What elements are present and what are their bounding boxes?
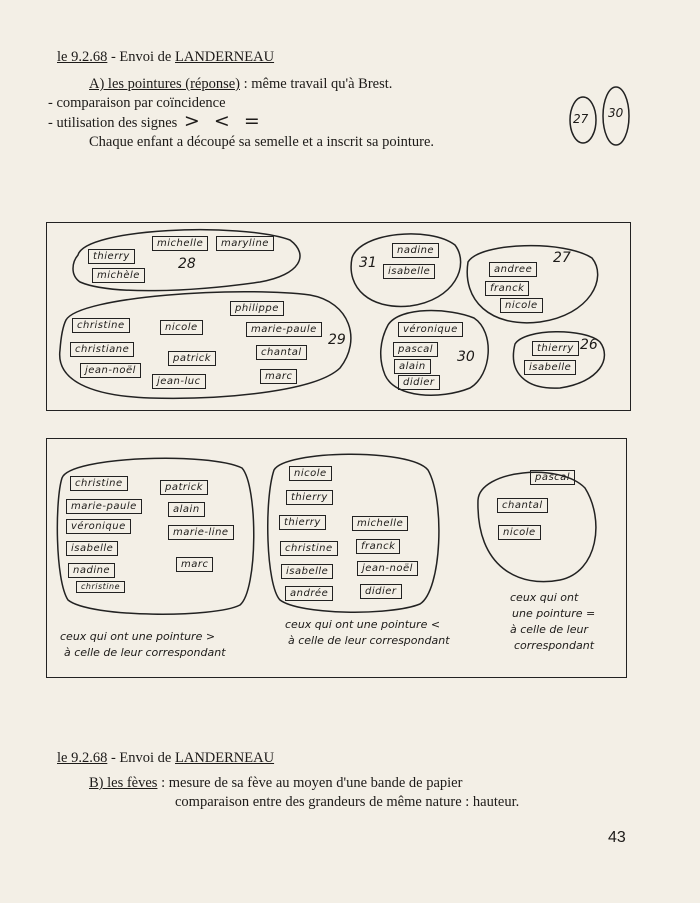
name-tag: patrick [160, 480, 208, 495]
subsection-label: B) les fèves [89, 775, 158, 791]
name-tag: patrick [168, 351, 216, 366]
name-tag: isabelle [66, 541, 118, 556]
name-tag: christine [70, 476, 128, 491]
name-tag: alain [394, 359, 431, 374]
name-tag: franck [485, 281, 529, 296]
name-tag: thierry [286, 490, 333, 505]
name-tag: christiane [70, 342, 134, 357]
name-tag: chantal [256, 345, 307, 360]
subsection-b-line2: comparaison entre des grandeurs de même nature : hauteur. [175, 794, 520, 810]
name-tag: pascal [530, 470, 575, 485]
size-label: 27 [553, 250, 571, 266]
subsection-label: A) les pointures (réponse) [89, 76, 240, 92]
name-tag: marc [260, 369, 297, 384]
subsection-text: : même travail qu'à Brest. [243, 76, 393, 92]
note-line: ceux qui ont [510, 591, 579, 604]
name-tag: isabelle [383, 264, 435, 279]
name-tag: jean-noël [80, 363, 141, 378]
name-tag: jean-noël [357, 561, 418, 576]
name-tag: michelle [352, 516, 408, 531]
name-tag: philippe [230, 301, 284, 316]
name-tag: didier [398, 375, 440, 390]
separator: - Envoi de [110, 49, 172, 65]
note-line: ceux qui ont une pointure < [285, 618, 441, 631]
name-tag: franck [356, 539, 400, 554]
page-number: 43 [608, 829, 626, 846]
place: LANDERNEAU [175, 750, 275, 766]
note-line: correspondant [514, 639, 595, 652]
note-equal [510, 590, 595, 654]
badge-27: 27 [573, 112, 589, 126]
note-greater [60, 629, 226, 661]
bullet-signes [48, 112, 264, 131]
name-tag: thierry [88, 249, 135, 264]
size-label: 29 [328, 332, 346, 348]
name-tag: nicole [289, 466, 332, 481]
name-tag: maryline [216, 236, 274, 251]
name-tag: christine [76, 581, 125, 593]
name-tag: marie-paule [66, 499, 142, 514]
name-tag: didier [360, 584, 402, 599]
place: LANDERNEAU [175, 49, 275, 65]
badge-30: 30 [608, 106, 624, 120]
name-tag: michelle [152, 236, 208, 251]
name-tag: thierry [532, 341, 579, 356]
name-tag: marc [176, 557, 213, 572]
date: le 9.2.68 [57, 49, 108, 65]
instruction-sentence: Chaque enfant a découpé sa semelle et a inscrit sa pointure. [89, 134, 435, 150]
name-tag: nadine [392, 243, 439, 258]
date: le 9.2.68 [57, 750, 108, 766]
note-line: à celle de leur correspondant [288, 634, 450, 647]
name-tag: isabelle [281, 564, 333, 579]
name-tag: nicole [160, 320, 203, 335]
note-line: à celle de leur [510, 623, 588, 636]
name-tag: christine [280, 541, 338, 556]
separator: - Envoi de [110, 750, 172, 766]
name-tag: jean-luc [152, 374, 206, 389]
subsection-a-title [89, 77, 392, 92]
name-tag: nicole [500, 298, 543, 313]
name-tag: thierry [279, 515, 326, 530]
size-label: 26 [580, 337, 598, 353]
note-line: une pointure = [512, 607, 596, 620]
name-tag: véronique [66, 519, 131, 534]
name-tag: marie-paule [246, 322, 322, 337]
signs: > < = [183, 110, 264, 132]
name-tag: nicole [498, 525, 541, 540]
name-tag: pascal [393, 342, 438, 357]
name-tag: andree [489, 262, 537, 277]
name-tag: michèle [92, 268, 145, 283]
name-tag: christine [72, 318, 130, 333]
name-tag: andrée [285, 586, 333, 601]
name-tag: alain [168, 502, 205, 517]
note-line: à celle de leur correspondant [64, 646, 226, 659]
size-label: 28 [178, 256, 196, 272]
subsection-text: : mesure de sa fève au moyen d'une bande de papier [161, 775, 463, 791]
name-tag: chantal [497, 498, 548, 513]
size-label: 30 [457, 349, 475, 365]
section-b-heading [57, 751, 274, 766]
section-a-heading [57, 50, 274, 65]
subsection-b-title [89, 776, 462, 791]
bullet-signes-text: - utilisation des signes [48, 115, 178, 131]
bullet-comparaison: - comparaison par coïncidence [48, 95, 226, 111]
name-tag: isabelle [524, 360, 576, 375]
name-tag: marie-line [168, 525, 234, 540]
note-less [285, 617, 450, 649]
name-tag: véronique [398, 322, 463, 337]
size-label: 31 [359, 255, 377, 271]
note-line: ceux qui ont une pointure > [60, 630, 216, 643]
name-tag: nadine [68, 563, 115, 578]
